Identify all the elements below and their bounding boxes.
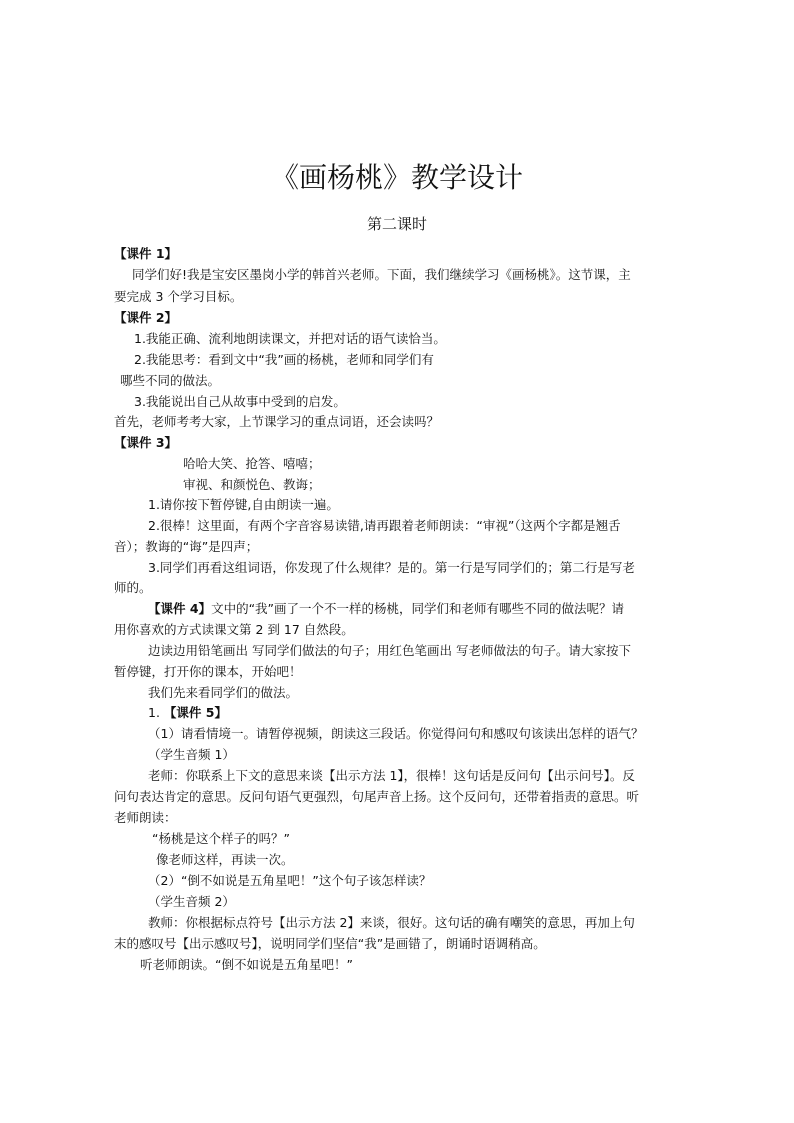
step-line: 2.很棒！这里面，有两个字音容易读错,请再跟着老师朗读：“审视”（这两个字都是翘舌: [148, 518, 621, 533]
paragraph-line: 听老师朗读。“倒不如说是五角星吧！”: [140, 957, 353, 972]
paragraph-line: 用你喜欢的方式读课文第 2 到 17 自然段。: [114, 622, 354, 637]
courseware-label-5: 【课件 5】: [163, 705, 227, 720]
step-line: 1.请你按下暂停键,自由朗读一遍。: [148, 497, 339, 512]
audio-note: （学生音频 2）: [148, 894, 235, 909]
paragraph-line: 末的感叹号【出示感叹号】，说明同学们坚信“我”是画错了，朗诵时语调稍高。: [114, 936, 546, 951]
step-line: 师的。: [114, 580, 152, 595]
paragraph-line: 要完成 3 个学习目标。: [114, 289, 243, 304]
paragraph-line: 老师：你联系上下文的意思来谈【出示方法 1】，很棒！这句话是反问句【出示问号】。反: [148, 768, 635, 783]
paragraph-line: 教师：你根据标点符号【出示方法 2】来谈，很好。这句话的确有嘲笑的意思，再加上句: [148, 915, 635, 930]
courseware-label-2: 【课件 2】: [114, 310, 178, 325]
paragraph-line: 像老师这样，再读一次。: [156, 852, 294, 867]
audio-note: （学生音频 1）: [148, 747, 235, 762]
document-title: 《画杨桃》教学设计: [270, 161, 523, 194]
paragraph-line: 老师朗读：: [114, 810, 177, 825]
quote-line: “杨桃是这个样子的吗？”: [152, 831, 290, 846]
paragraph-text: 文中的“我”画了一个不一样的杨桃，同学们和老师有哪些不同的做法呢？请: [211, 601, 625, 616]
paragraph-line: [148, 704, 227, 722]
goal-line: 3.我能说出自己从故事中受到的启发。: [134, 394, 346, 409]
paragraph-line: [148, 600, 624, 618]
list-number: 1.: [148, 705, 164, 720]
courseware-label-4: 【课件 4】: [148, 601, 212, 616]
paragraph-line: 边读边用铅笔画出 写同学们做法的句子；用红色笔画出 写老师做法的句子。请大家按下: [148, 643, 631, 658]
paragraph-line: （2）“倒不如说是五角星吧！”这个句子该怎样读？: [148, 873, 432, 888]
paragraph-line: 我们先来看同学们的做法。: [148, 685, 299, 700]
paragraph-line: 问句表达肯定的意思。反问句语气更强烈，句尾声音上扬。这个反问句，还带着指责的意思。听: [114, 789, 640, 804]
paragraph-line: 暂停键，打开你的课本，开始吧！: [114, 664, 302, 679]
courseware-label-3: 【课件 3】: [114, 435, 178, 450]
paragraph-line: 同学们好!我是宝安区墨岗小学的韩首兴老师。下面，我们继续学习《画杨桃》。这节课，主: [132, 267, 631, 282]
vocab-line: 审视、和颜悦色、教诲；: [183, 477, 321, 492]
goal-line: 1.我能正确、流利地朗读课文，并把对话的语气读恰当。: [134, 331, 446, 346]
vocab-line: 哈哈大笑、抢答、嘻嘻；: [183, 456, 321, 471]
goal-line: 2.我能思考：看到文中“我”画的杨桃，老师和同学们有: [134, 352, 434, 367]
courseware-label-1: 【课件 1】: [114, 246, 178, 261]
goal-line: 哪些不同的做法。: [120, 373, 221, 388]
step-line: 音）；教诲的“诲”是四声；: [114, 539, 259, 554]
paragraph-line: 首先，老师考考大家，上节课学习的重点词语，还会读吗？: [114, 414, 440, 429]
paragraph-line: （1）请看情境一。请暂停视频，朗读这三段话。你觉得问句和感叹句该读出怎样的语气？: [148, 726, 644, 741]
step-line: 3.同学们再看这组词语，你发现了什么规律？是的。第一行是写同学们的；第二行是写老: [148, 560, 635, 575]
document-subtitle: 第二课时: [366, 215, 427, 233]
